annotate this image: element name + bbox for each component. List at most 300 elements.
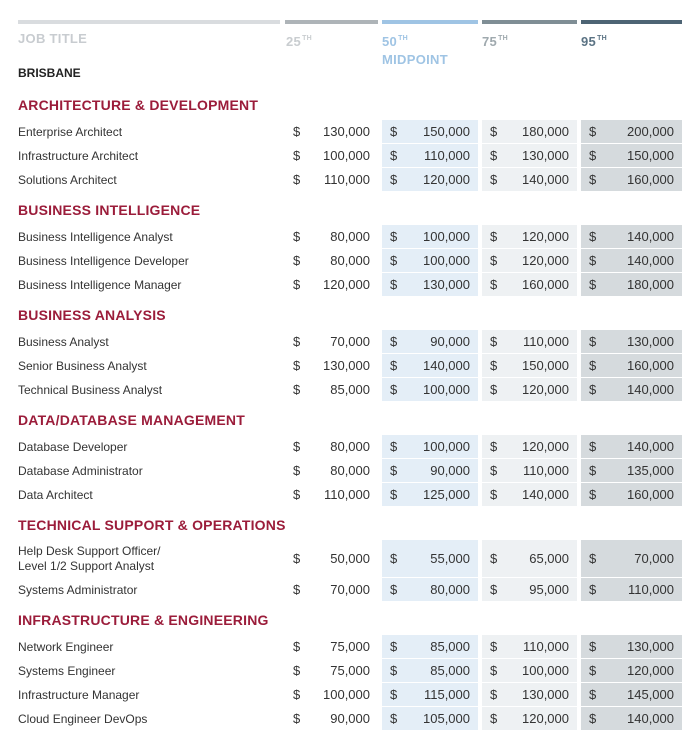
salary-value: 140,000 bbox=[627, 253, 674, 268]
salary-cell bbox=[482, 707, 577, 731]
salary-cell bbox=[581, 120, 682, 144]
salary-cell bbox=[482, 168, 577, 192]
table-row bbox=[0, 578, 696, 602]
currency-symbol: $ bbox=[589, 463, 597, 478]
salary-value: 200,000 bbox=[627, 124, 674, 139]
job-title bbox=[18, 664, 115, 679]
currency-symbol: $ bbox=[589, 663, 597, 678]
currency-symbol: $ bbox=[589, 487, 597, 502]
col-header-50th-label: 50 bbox=[382, 34, 398, 49]
job-title bbox=[18, 335, 109, 350]
salary-value: 95,000 bbox=[529, 582, 569, 597]
salary-value: 100,000 bbox=[423, 253, 470, 268]
row-divider bbox=[18, 401, 688, 402]
currency-symbol: $ bbox=[589, 711, 597, 726]
salary-value: 130,000 bbox=[627, 334, 674, 349]
currency-symbol: $ bbox=[490, 487, 498, 502]
salary-value: 130,000 bbox=[522, 148, 569, 163]
salary-cell bbox=[482, 435, 577, 459]
salary-cell bbox=[382, 330, 478, 354]
table-row bbox=[0, 459, 696, 483]
salary-cell bbox=[285, 659, 378, 683]
salary-cell bbox=[382, 435, 478, 459]
currency-symbol: $ bbox=[589, 551, 597, 566]
currency-symbol: $ bbox=[490, 172, 498, 187]
currency-symbol: $ bbox=[490, 124, 498, 139]
salary-value: 140,000 bbox=[423, 358, 470, 373]
salary-value: 180,000 bbox=[627, 277, 674, 292]
salary-cell bbox=[581, 330, 682, 354]
currency-symbol: $ bbox=[293, 711, 301, 726]
salary-cell bbox=[482, 354, 577, 378]
table-row bbox=[0, 144, 696, 168]
currency-symbol: $ bbox=[490, 334, 498, 349]
salary-cell bbox=[581, 540, 682, 578]
job-title-header: JOB TITLE bbox=[18, 31, 88, 46]
currency-symbol: $ bbox=[390, 582, 398, 597]
header-bar-25th bbox=[285, 20, 378, 24]
salary-cell bbox=[482, 635, 577, 659]
job-title-line: Infrastructure Architect bbox=[18, 148, 139, 163]
salary-value: 85,000 bbox=[430, 639, 470, 654]
salary-value: 120,000 bbox=[522, 229, 569, 244]
salary-value: 70,000 bbox=[634, 551, 674, 566]
salary-cell bbox=[581, 225, 682, 249]
salary-value: 150,000 bbox=[423, 124, 470, 139]
currency-symbol: $ bbox=[490, 582, 498, 597]
category-heading: TECHNICAL SUPPORT & OPERATIONS bbox=[18, 517, 286, 533]
category-heading: INFRASTRUCTURE & ENGINEERING bbox=[18, 612, 269, 628]
salary-cell bbox=[285, 354, 378, 378]
salary-value: 50,000 bbox=[330, 551, 370, 566]
salary-value: 110,000 bbox=[522, 334, 569, 349]
salary-cell bbox=[285, 707, 378, 731]
salary-cell bbox=[285, 273, 378, 297]
currency-symbol: $ bbox=[390, 277, 398, 292]
currency-symbol: $ bbox=[490, 382, 498, 397]
salary-cell bbox=[382, 144, 478, 168]
currency-symbol: $ bbox=[390, 382, 398, 397]
salary-value: 120,000 bbox=[423, 172, 470, 187]
salary-value: 160,000 bbox=[627, 487, 674, 502]
salary-value: 140,000 bbox=[627, 382, 674, 397]
salary-value: 80,000 bbox=[430, 582, 470, 597]
currency-symbol: $ bbox=[490, 551, 498, 566]
salary-cell bbox=[482, 144, 577, 168]
currency-symbol: $ bbox=[293, 124, 301, 139]
job-title-line: Systems Administrator bbox=[18, 582, 138, 597]
salary-cell bbox=[285, 330, 378, 354]
currency-symbol: $ bbox=[589, 358, 597, 373]
currency-symbol: $ bbox=[293, 358, 301, 373]
salary-cell bbox=[581, 378, 682, 402]
salary-value: 120,000 bbox=[522, 382, 569, 397]
row-divider bbox=[18, 506, 688, 507]
table-row bbox=[0, 120, 696, 144]
salary-cell bbox=[382, 540, 478, 578]
salary-value: 140,000 bbox=[522, 172, 569, 187]
col-header-50th-sup: TH bbox=[398, 35, 408, 42]
table-row bbox=[0, 483, 696, 507]
salary-value: 90,000 bbox=[330, 711, 370, 726]
salary-value: 90,000 bbox=[430, 463, 470, 478]
table-row bbox=[0, 540, 696, 578]
col-header-25th-label: 25 bbox=[286, 34, 302, 49]
currency-symbol: $ bbox=[589, 148, 597, 163]
salary-value: 110,000 bbox=[423, 148, 470, 163]
job-title bbox=[18, 440, 127, 455]
salary-cell bbox=[285, 144, 378, 168]
salary-value: 75,000 bbox=[330, 663, 370, 678]
salary-cell bbox=[285, 578, 378, 602]
salary-value: 180,000 bbox=[522, 124, 569, 139]
currency-symbol: $ bbox=[390, 463, 398, 478]
col-header-50th bbox=[382, 30, 448, 69]
row-divider bbox=[18, 191, 688, 192]
currency-symbol: $ bbox=[490, 439, 498, 454]
salary-value: 130,000 bbox=[323, 358, 370, 373]
currency-symbol: $ bbox=[390, 663, 398, 678]
salary-cell bbox=[581, 249, 682, 273]
header-bar-95th bbox=[581, 20, 682, 24]
currency-symbol: $ bbox=[293, 551, 301, 566]
salary-value: 120,000 bbox=[627, 663, 674, 678]
salary-value: 100,000 bbox=[323, 148, 370, 163]
table-row bbox=[0, 707, 696, 731]
salary-value: 110,000 bbox=[323, 172, 370, 187]
salary-cell bbox=[382, 659, 478, 683]
table-row bbox=[0, 168, 696, 192]
currency-symbol: $ bbox=[490, 253, 498, 268]
currency-symbol: $ bbox=[490, 639, 498, 654]
salary-cell bbox=[285, 168, 378, 192]
job-title-line: Infrastructure Manager bbox=[18, 687, 140, 702]
salary-cell bbox=[285, 483, 378, 507]
job-title bbox=[18, 488, 93, 503]
col-header-75th bbox=[482, 30, 508, 51]
currency-symbol: $ bbox=[589, 229, 597, 244]
category-heading: DATA/DATABASE MANAGEMENT bbox=[18, 412, 245, 428]
salary-value: 120,000 bbox=[522, 253, 569, 268]
currency-symbol: $ bbox=[490, 463, 498, 478]
salary-value: 145,000 bbox=[627, 687, 674, 702]
salary-value: 110,000 bbox=[522, 639, 569, 654]
salary-cell bbox=[285, 435, 378, 459]
salary-cell bbox=[285, 378, 378, 402]
salary-cell bbox=[285, 120, 378, 144]
salary-cell bbox=[285, 540, 378, 578]
salary-cell bbox=[382, 225, 478, 249]
salary-value: 160,000 bbox=[522, 277, 569, 292]
salary-value: 115,000 bbox=[423, 687, 470, 702]
col-header-25th bbox=[286, 30, 312, 51]
salary-cell bbox=[285, 635, 378, 659]
table-row bbox=[0, 249, 696, 273]
job-title-line: Network Engineer bbox=[18, 639, 114, 654]
salary-value: 140,000 bbox=[627, 439, 674, 454]
salary-value: 130,000 bbox=[323, 124, 370, 139]
job-title-line: Solutions Architect bbox=[18, 172, 117, 187]
category-heading: ARCHITECTURE & DEVELOPMENT bbox=[18, 97, 259, 113]
salary-cell bbox=[482, 483, 577, 507]
salary-value: 80,000 bbox=[330, 253, 370, 268]
salary-cell bbox=[382, 273, 478, 297]
table-row bbox=[0, 378, 696, 402]
row-divider bbox=[18, 601, 688, 602]
salary-cell bbox=[482, 578, 577, 602]
salary-cell bbox=[482, 459, 577, 483]
job-title bbox=[18, 383, 162, 398]
salary-cell bbox=[382, 707, 478, 731]
col-header-95th-label: 95 bbox=[581, 34, 597, 49]
job-title bbox=[18, 464, 143, 479]
salary-cell bbox=[482, 249, 577, 273]
col-header-95th-sup: TH bbox=[597, 35, 607, 42]
currency-symbol: $ bbox=[390, 124, 398, 139]
table-row bbox=[0, 683, 696, 707]
salary-cell bbox=[382, 635, 478, 659]
salary-cell bbox=[482, 273, 577, 297]
currency-symbol: $ bbox=[293, 382, 301, 397]
salary-cell bbox=[382, 249, 478, 273]
job-title-line: Business Intelligence Analyst bbox=[18, 229, 173, 244]
currency-symbol: $ bbox=[589, 439, 597, 454]
salary-value: 100,000 bbox=[423, 439, 470, 454]
salary-cell bbox=[581, 683, 682, 707]
table-row bbox=[0, 225, 696, 249]
job-title-line: Database Administrator bbox=[18, 463, 143, 478]
salary-value: 65,000 bbox=[529, 551, 569, 566]
salary-cell bbox=[382, 483, 478, 507]
table-row bbox=[0, 435, 696, 459]
category-heading: BUSINESS INTELLIGENCE bbox=[18, 202, 201, 218]
currency-symbol: $ bbox=[490, 663, 498, 678]
salary-value: 150,000 bbox=[522, 358, 569, 373]
salary-value: 80,000 bbox=[330, 439, 370, 454]
currency-symbol: $ bbox=[293, 253, 301, 268]
salary-value: 100,000 bbox=[522, 663, 569, 678]
salary-cell bbox=[382, 120, 478, 144]
salary-value: 130,000 bbox=[627, 639, 674, 654]
col-header-75th-label: 75 bbox=[482, 34, 498, 49]
currency-symbol: $ bbox=[293, 639, 301, 654]
job-title-line: Senior Business Analyst bbox=[18, 358, 147, 373]
currency-symbol: $ bbox=[390, 172, 398, 187]
currency-symbol: $ bbox=[293, 487, 301, 502]
job-title bbox=[18, 173, 117, 188]
currency-symbol: $ bbox=[293, 463, 301, 478]
salary-cell bbox=[482, 378, 577, 402]
currency-symbol: $ bbox=[490, 711, 498, 726]
job-title-line: Enterprise Architect bbox=[18, 124, 123, 139]
job-title bbox=[18, 359, 147, 374]
currency-symbol: $ bbox=[490, 358, 498, 373]
salary-value: 130,000 bbox=[423, 277, 470, 292]
row-divider bbox=[18, 296, 688, 297]
currency-symbol: $ bbox=[589, 687, 597, 702]
currency-symbol: $ bbox=[293, 148, 301, 163]
salary-value: 110,000 bbox=[323, 487, 370, 502]
currency-symbol: $ bbox=[490, 229, 498, 244]
salary-cell bbox=[581, 459, 682, 483]
job-title bbox=[18, 544, 161, 574]
category-heading: BUSINESS ANALYSIS bbox=[18, 307, 166, 323]
salary-value: 80,000 bbox=[330, 463, 370, 478]
salary-cell bbox=[285, 683, 378, 707]
currency-symbol: $ bbox=[390, 687, 398, 702]
region-label: BRISBANE bbox=[18, 66, 81, 80]
job-title bbox=[18, 230, 173, 245]
currency-symbol: $ bbox=[589, 253, 597, 268]
currency-symbol: $ bbox=[390, 148, 398, 163]
currency-symbol: $ bbox=[589, 382, 597, 397]
salary-cell bbox=[482, 540, 577, 578]
currency-symbol: $ bbox=[390, 229, 398, 244]
currency-symbol: $ bbox=[589, 277, 597, 292]
header-bar-jobtitle bbox=[18, 20, 280, 24]
salary-value: 110,000 bbox=[627, 582, 674, 597]
job-title-line: Business Intelligence Developer bbox=[18, 253, 189, 268]
salary-value: 80,000 bbox=[330, 229, 370, 244]
salary-cell bbox=[382, 378, 478, 402]
salary-value: 140,000 bbox=[522, 487, 569, 502]
salary-value: 75,000 bbox=[330, 639, 370, 654]
salary-cell bbox=[581, 354, 682, 378]
job-title-line: Data Architect bbox=[18, 487, 93, 502]
salary-cell bbox=[482, 659, 577, 683]
job-title-line: Level 1/2 Support Analyst bbox=[18, 559, 155, 573]
col-header-25th-sup: TH bbox=[302, 35, 312, 42]
salary-cell bbox=[581, 635, 682, 659]
job-title bbox=[18, 640, 113, 655]
currency-symbol: $ bbox=[390, 711, 398, 726]
currency-symbol: $ bbox=[390, 253, 398, 268]
salary-value: 105,000 bbox=[423, 711, 470, 726]
currency-symbol: $ bbox=[390, 358, 398, 373]
job-title bbox=[18, 712, 147, 727]
currency-symbol: $ bbox=[589, 582, 597, 597]
salary-cell bbox=[581, 168, 682, 192]
salary-cell bbox=[482, 330, 577, 354]
currency-symbol: $ bbox=[490, 148, 498, 163]
currency-symbol: $ bbox=[390, 551, 398, 566]
salary-cell bbox=[382, 578, 478, 602]
job-title bbox=[18, 125, 122, 140]
currency-symbol: $ bbox=[589, 334, 597, 349]
salary-value: 125,000 bbox=[423, 487, 470, 502]
salary-cell bbox=[285, 459, 378, 483]
currency-symbol: $ bbox=[390, 639, 398, 654]
currency-symbol: $ bbox=[293, 687, 301, 702]
salary-cell bbox=[285, 249, 378, 273]
currency-symbol: $ bbox=[589, 172, 597, 187]
salary-value: 100,000 bbox=[323, 687, 370, 702]
currency-symbol: $ bbox=[293, 582, 301, 597]
table-row bbox=[0, 273, 696, 297]
salary-cell bbox=[581, 578, 682, 602]
salary-value: 150,000 bbox=[627, 148, 674, 163]
currency-symbol: $ bbox=[293, 277, 301, 292]
currency-symbol: $ bbox=[589, 124, 597, 139]
salary-value: 140,000 bbox=[627, 711, 674, 726]
job-title bbox=[18, 688, 139, 703]
salary-cell bbox=[382, 683, 478, 707]
salary-value: 120,000 bbox=[323, 277, 370, 292]
table-row bbox=[0, 635, 696, 659]
salary-cell bbox=[382, 168, 478, 192]
header-bar-75th bbox=[482, 20, 577, 24]
salary-cell bbox=[382, 354, 478, 378]
currency-symbol: $ bbox=[490, 277, 498, 292]
table-row bbox=[0, 354, 696, 378]
job-title-line: Help Desk Support Officer/ bbox=[18, 544, 161, 558]
salary-value: 160,000 bbox=[627, 172, 674, 187]
header-bar-50th bbox=[382, 20, 478, 24]
job-title bbox=[18, 149, 138, 164]
job-title-line: Database Developer bbox=[18, 439, 128, 454]
currency-symbol: $ bbox=[390, 487, 398, 502]
salary-cell bbox=[581, 659, 682, 683]
salary-value: 100,000 bbox=[423, 382, 470, 397]
salary-cell bbox=[581, 483, 682, 507]
salary-value: 100,000 bbox=[423, 229, 470, 244]
job-title bbox=[18, 278, 181, 293]
salary-cell bbox=[581, 707, 682, 731]
currency-symbol: $ bbox=[293, 334, 301, 349]
salary-cell bbox=[581, 435, 682, 459]
col-header-95th bbox=[581, 30, 607, 51]
salary-cell bbox=[581, 273, 682, 297]
currency-symbol: $ bbox=[293, 663, 301, 678]
salary-value: 55,000 bbox=[430, 551, 470, 566]
currency-symbol: $ bbox=[390, 439, 398, 454]
salary-value: 135,000 bbox=[627, 463, 674, 478]
currency-symbol: $ bbox=[293, 229, 301, 244]
salary-value: 90,000 bbox=[430, 334, 470, 349]
salary-value: 130,000 bbox=[522, 687, 569, 702]
table-row bbox=[0, 330, 696, 354]
salary-value: 85,000 bbox=[430, 663, 470, 678]
currency-symbol: $ bbox=[589, 639, 597, 654]
currency-symbol: $ bbox=[490, 687, 498, 702]
salary-value: 120,000 bbox=[522, 711, 569, 726]
salary-value: 110,000 bbox=[522, 463, 569, 478]
currency-symbol: $ bbox=[293, 439, 301, 454]
job-title-line: Systems Engineer bbox=[18, 663, 116, 678]
job-title bbox=[18, 254, 189, 269]
salary-value: 85,000 bbox=[330, 382, 370, 397]
table-row bbox=[0, 659, 696, 683]
salary-cell bbox=[482, 225, 577, 249]
currency-symbol: $ bbox=[390, 334, 398, 349]
salary-cell bbox=[482, 120, 577, 144]
col-header-50th-sub: MIDPOINT bbox=[382, 52, 448, 67]
currency-symbol: $ bbox=[293, 172, 301, 187]
col-header-75th-sup: TH bbox=[498, 35, 508, 42]
salary-value: 120,000 bbox=[522, 439, 569, 454]
job-title-line: Cloud Engineer DevOps bbox=[18, 711, 148, 726]
job-title-line: Technical Business Analyst bbox=[18, 382, 163, 397]
job-title-line: Business Analyst bbox=[18, 334, 109, 349]
salary-value: 160,000 bbox=[627, 358, 674, 373]
salary-cell bbox=[285, 225, 378, 249]
salary-value: 70,000 bbox=[330, 334, 370, 349]
salary-cell bbox=[581, 144, 682, 168]
job-title-line: Business Intelligence Manager bbox=[18, 277, 182, 292]
job-title bbox=[18, 583, 137, 598]
salary-value: 70,000 bbox=[330, 582, 370, 597]
salary-cell bbox=[382, 459, 478, 483]
